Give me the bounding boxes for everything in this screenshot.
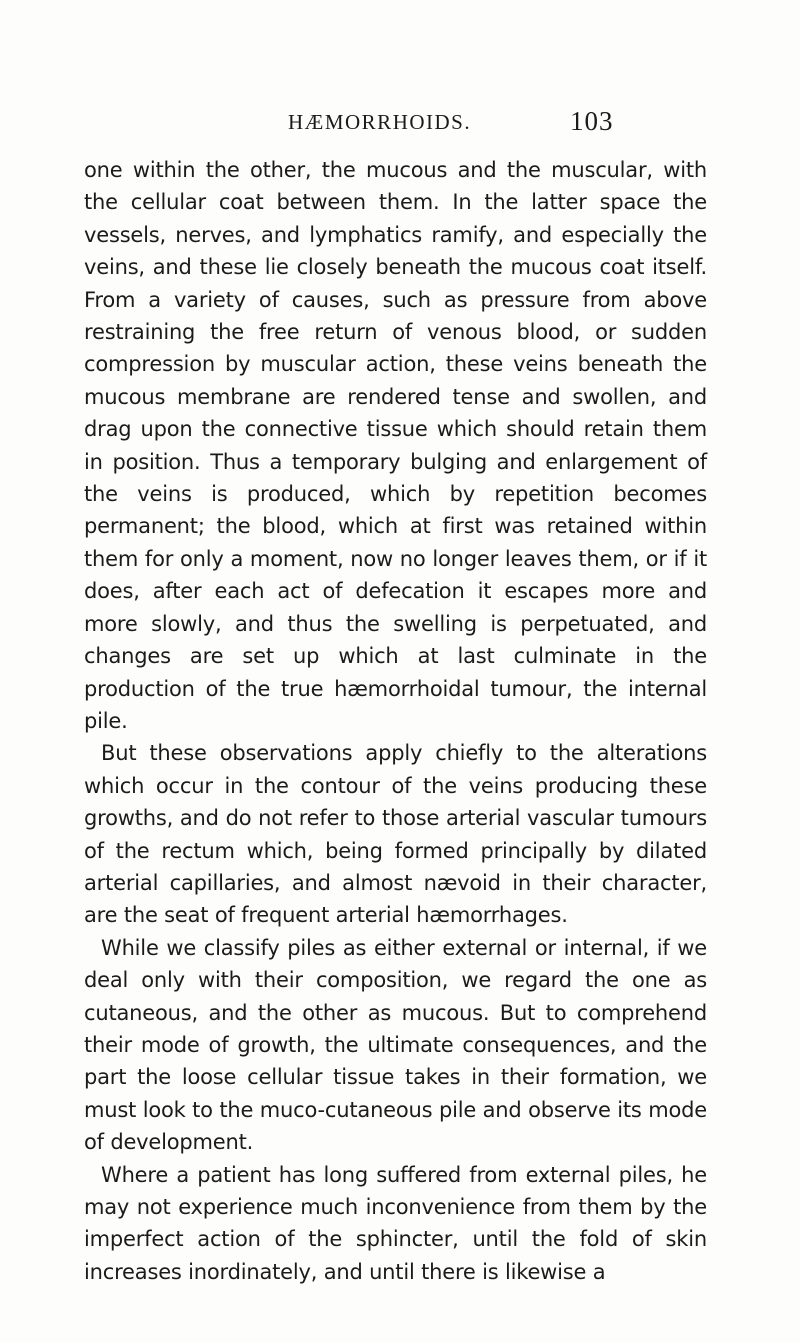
paragraph-4: Where a patient has long suffered from external piles, he may not experience much inconvenience from them by the imperfect action of the sphincter, until the fold of skin increases inordinately, and until there is likewise a [84,1162,707,1284]
paragraph-2: But these observations apply chiefly to the alterations which occur in the contour of the veins producing these growths, and do not refer to those arterial vascular tumours of the rectum which, being formed principally by dilated arterial capillaries, and almost nævoid in their character, are the seat of frequent arterial hæmorrhages. [84,741,707,928]
body-text [84,154,707,1288]
running-title: HÆMORRHOIDS. [288,110,472,134]
paragraph-1: one within the other, the mucous and the muscular, with the cellular coat between them. In the latter space the vessels, nerves, and lymphatics ramify, and especially the veins, and these lie closely beneath the mucous coat itself. From a variety of causes, such as pressure from above restraining the free return of venous blood, or sudden compression by muscular action, these veins beneath the mucous membrane are rendered tense and swollen, and drag upon the connective tissue which should retain them in position. Thus a temporary bulging and enlargement of the veins is produced, which by repetition becomes permanent; the blood, which at first was retained within them for only a moment, now no longer leaves them, or if it does, after each act of defecation it escapes more and more slowly, and thus the swelling is perpetuated, and changes are set up which at last culminate in the production of the true hæmorrhoidal tumour, the internal pile. [84,158,707,733]
running-head [0,104,800,144]
paragraph-3: While we classify piles as either external or internal, if we deal only with their composition, we regard the one as cutaneous, and the other as mucous. But to comprehend their mode of growth, the ultimate consequences, and the part the loose cellular tissue takes in their formation, we must look to the muco-cutaneous pile and observe its mode of development. [84,935,707,1155]
page-number: 103 [570,106,614,136]
